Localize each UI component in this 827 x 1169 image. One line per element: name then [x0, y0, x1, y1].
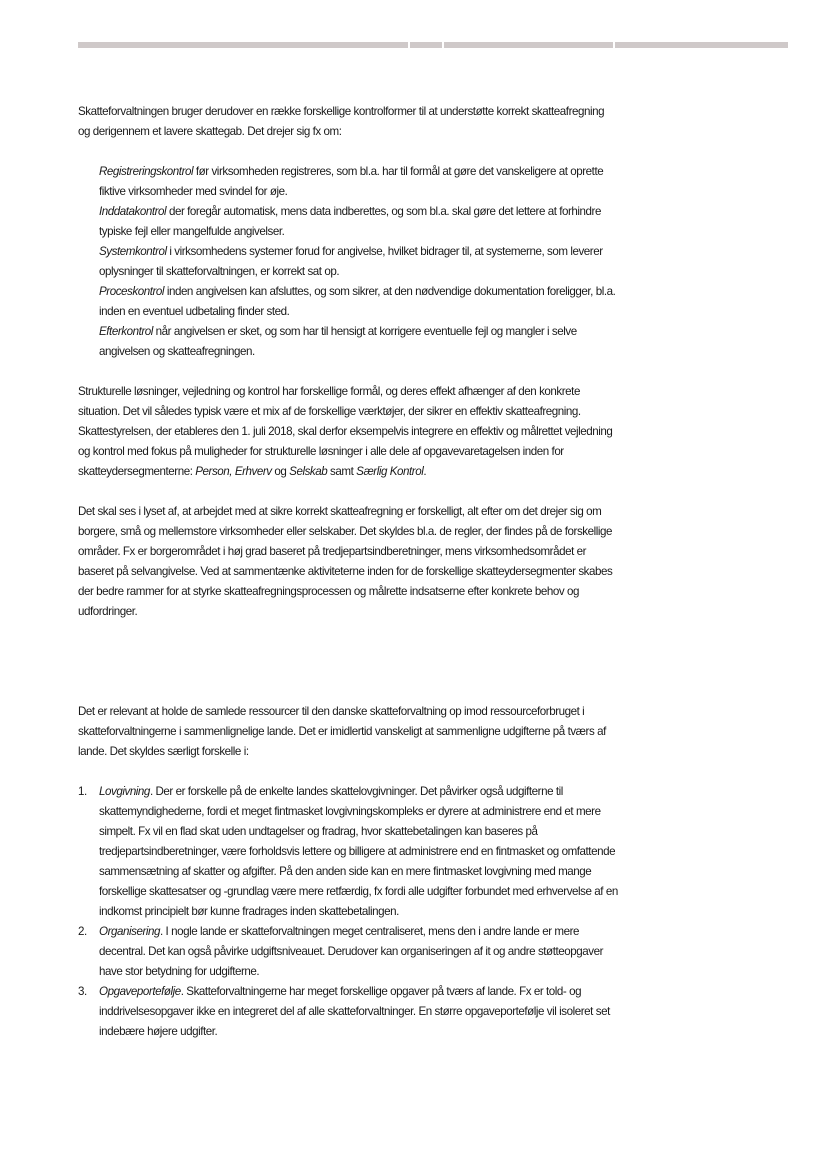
list-text: . Skatteforvaltningerne har meget forskellige opgaver på tværs af lande. Fx er told- og inddrivelsesopgaver ikke en integreret del af alle skatteforvaltninger. En større opgaveportefølje vil isoleret set indebære højere udgifter. [99, 985, 610, 1038]
control-term: Inddatakontrol [99, 205, 167, 218]
paragraph-text: Strukturelle løsninger, vejledning og kontrol har forskellige formål, og deres effekt afhænger af den konkrete situation. Det vil således typisk være et mix af de forskellige værktøjer, der sikrer en effektiv skatteafregning. Skattestyrelsen, der etableres den 1. juli 2018, skal derfor eksempelvis integrere en effektiv og målrettet vejledning og kontrol med fokus på muligheder for strukturelle løsninger i alle dele af opgavevaretagelsen inden for skatteydersegmenterne: [78, 385, 613, 478]
control-text: før virksomheden registreres, som bl.a. har til formål at gøre det vanskeligere at oprette fiktive virksomheder med svindel for øje. [99, 165, 604, 198]
control-term: Proceskontrol [99, 285, 165, 298]
rule-divider [408, 42, 410, 48]
control-item [99, 282, 618, 322]
resources-paragraph: Det er relevant at holde de samlede ressourcer til den danske skatteforvaltning op imod ressourceforbruget i skatteforvaltningerne i sammenlignelige lande. Det er imidlertid vanskeligt at sammenligne udgifterne på tværs af lande. Det skyldes særligt forskelle i: [78, 705, 606, 758]
strategy-paragraph [78, 382, 618, 482]
list-term: Opgaveportefølje [99, 985, 181, 998]
control-term: Registreringskontrol [99, 165, 194, 178]
segments-paragraph: Det skal ses i lyset af, at arbejdet med at sikre korrekt skatteafregning er forskelligt, alt efter om det drejer sig om borgere, små og mellemstore virksomheder eller selskaber. Det skyldes bl.a. de regler, der findes på de forskellige områder. Fx er borgerområdet i høj grad baseret på tredjepartsindberetninger, mens virksomhedsområdet er baseret på selvangivelse. Ved at sammentænke aktiviteterne inden for de forskellige skatteydersegmenter skabes der bedre rammer for at styrke skatteafregningsprocessen og målrette indsatserne efter konkrete behov og udfordringer. [78, 505, 613, 618]
list-number: 3. [78, 985, 87, 998]
control-text: inden angivelsen kan afsluttes, og som sikrer, at den nødvendige dokumentation foreligger, bl.a. inden en eventuel udbetaling finder sted. [99, 285, 616, 318]
paragraph-text: og [271, 465, 290, 478]
header-rule [78, 42, 788, 48]
control-text: i virksomhedens systemer forud for angivelse, hvilket bidrager til, at systemerne, som leverer oplysninger til skatteforvaltningen, er korrekt sat op. [99, 245, 603, 278]
rule-divider [442, 42, 444, 48]
document-body [78, 102, 618, 1042]
paragraph-text: samt [327, 465, 357, 478]
list-item [78, 782, 618, 922]
control-text: når angivelsen er sket, og som har til hensigt at korrigere eventuelle fejl og mangler i selve angivelsen og skatteafregningen. [99, 325, 577, 358]
control-item [99, 162, 618, 202]
list-term: Lovgivning [99, 785, 150, 798]
control-text: der foregår automatisk, mens data indberettes, og som bl.a. skal gøre det lettere at forhindre typiske fejl eller mangelfulde angivelser. [99, 205, 601, 238]
control-list [78, 162, 618, 362]
differences-list [78, 782, 618, 1042]
list-number: 1. [78, 785, 87, 798]
control-term: Systemkontrol [99, 245, 167, 258]
control-term: Efterkontrol [99, 325, 153, 338]
segment-term: Person, Erhverv [195, 465, 272, 478]
list-number: 2. [78, 925, 87, 938]
list-item [78, 982, 618, 1042]
paragraph-text: . [423, 465, 427, 478]
segment-term: Selskab [289, 465, 328, 478]
rule-divider [613, 42, 615, 48]
control-item [99, 322, 618, 362]
list-text: . Der er forskelle på de enkelte landes skattelovgivninger. Det påvirker også udgifterne til skattemyndighederne, fordi et meget fintmasket lovgivningskompleks er dyrere at administrere end et mere simpelt. Fx vil en flad skat uden undtagelser og fradrag, hvor skattebetalingen kan baseres på tredjepartsindberetninger, være forholdsvis lettere og billigere at administrere end en fintmasket og omfattende sammensætning af skatter og afgifter. På den anden side kan en mere fintmasket lovgivning med mange forskellige skattesatser og -grundlag være mere retfærdig, fx fordi alle udgifter forbundet med erhvervelse af en indkomst principielt bør kunne fradrages inden skattebetalingen. [99, 785, 618, 918]
list-text: . I nogle lande er skatteforvaltningen meget centraliseret, mens den i andre lande er mere decentral. Det kan også påvirke udgiftsniveauet. Derudover kan organiseringen af it og andre støtteopgaver have stor betydning for udgifterne. [99, 925, 603, 978]
control-item [99, 242, 618, 282]
segment-term: Særlig Kontrol [356, 465, 424, 478]
list-term: Organisering [99, 925, 160, 938]
control-item [99, 202, 618, 242]
intro-paragraph: Skatteforvaltningen bruger derudover en række forskellige kontrolformer til at understøtte korrekt skatteafregning og derigennem et lavere skattegab. Det drejer sig fx om: [78, 105, 605, 138]
list-item [78, 922, 618, 982]
